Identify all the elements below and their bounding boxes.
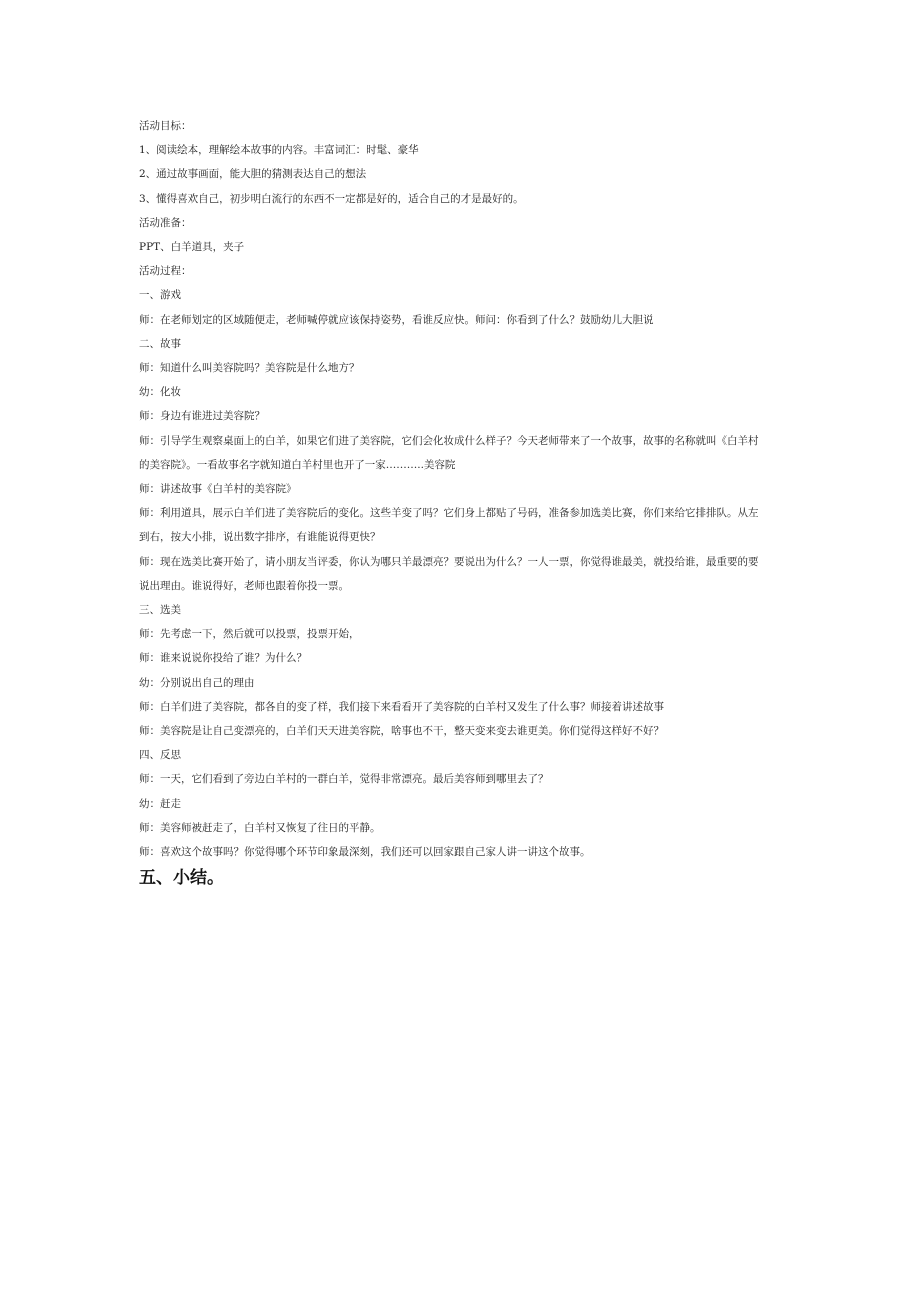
text-line: 幼：赶走: [139, 797, 181, 810]
text-line: 幼：分别说出自己的理由: [139, 676, 255, 689]
step-heading-summary: 五、小结。: [139, 868, 224, 889]
text-line: 师：在老师划定的区域随便走，老师喊停就应该保持姿势，看谁反应快。师问：你看到了什么？鼓励幼儿大胆说: [139, 313, 654, 326]
text-line: 师：先考虑一下，然后就可以投票，投票开始，: [139, 628, 360, 641]
step-heading-game: 一、游戏: [139, 289, 181, 302]
text-line: 师：美容师被赶走了，白羊村又恢复了往日的平静。: [139, 821, 381, 834]
section-heading-goals: 活动目标：: [139, 120, 192, 132]
text-line: 师：白羊们进了美容院，都各自的变了样，我们接下来看看开了美容院的白羊村又发生了什么事？师接着讲述故事: [139, 700, 664, 713]
text-line: 师：喜欢这个故事吗？你觉得哪个环节印象最深刻，我们还可以回家跟自己家人讲一讲这个故事。: [139, 846, 591, 859]
step-heading-story: 二、故事: [139, 337, 181, 350]
paragraph-line: 的美容院》。一看故事名字就知道白羊村里也开了一家………..美容院: [139, 458, 456, 471]
text-line: 师：一天，它们看到了旁边白羊村的一群白羊，觉得非常漂亮。最后美容师到哪里去了？: [139, 773, 549, 786]
preparation-items: PPT、白羊道具，夹子: [139, 241, 245, 254]
goal-item-2: 2、通过故事画面，能大胆的猜测表达自己的想法: [139, 168, 367, 181]
text-line: 师：美容院是让自己变漂亮的，白羊们天天进美容院，啥事也不干，整天变来变去谁更美。你们觉得这样好不好？: [139, 725, 664, 738]
paragraph-line: 说出理由。谁说得好，老师也跟着你投一票。: [139, 579, 349, 592]
lesson-plan-content: [139, 114, 781, 891]
text-line: 师：讲述故事《白羊村的美容院》: [139, 483, 297, 496]
text-line: 师：身边有谁进过美容院？: [139, 410, 265, 423]
goal-item-1: 1、阅读绘本，理解绘本故事的内容。丰富词汇：时髦、豪华: [139, 144, 419, 157]
paragraph-line: 师：现在选美比赛开始了，请小朋友当评委，你认为哪只羊最漂亮？要说出为什么？一人一票，你觉得谁最美，就投给谁，最重要的要: [139, 555, 759, 568]
text-line: 幼：化妆: [139, 386, 181, 399]
text-line: 师：知道什么叫美容院吗？美容院是什么地方？: [139, 362, 360, 375]
section-heading-process: 活动过程：: [139, 265, 192, 278]
text-line: 师：谁来说说你投给了谁？为什么？: [139, 652, 307, 665]
paragraph-line: 师：利用道具，展示白羊们进了美容院后的变化。这些羊变了吗？它们身上都贴了号码，准备参加选美比赛，你们来给它排排队。从左: [139, 507, 759, 520]
paragraph-line: 师：引导学生观察桌面上的白羊，如果它们进了美容院，它们会化妆成什么样子？今天老师带来了一个故事，故事的名称就叫《白羊村: [139, 434, 759, 447]
step-heading-selection: 三、选美: [139, 604, 181, 617]
step-heading-reflection: 四、反思: [139, 749, 181, 762]
goal-item-3: 3、懂得喜欢自己，初步明白流行的东西不一定都是好的，适合自己的才是最好的。: [139, 192, 524, 205]
section-heading-preparation: 活动准备：: [139, 216, 192, 229]
paragraph-line: 到右，按大小排，说出数字排序，有谁能说得更快？: [139, 531, 381, 544]
